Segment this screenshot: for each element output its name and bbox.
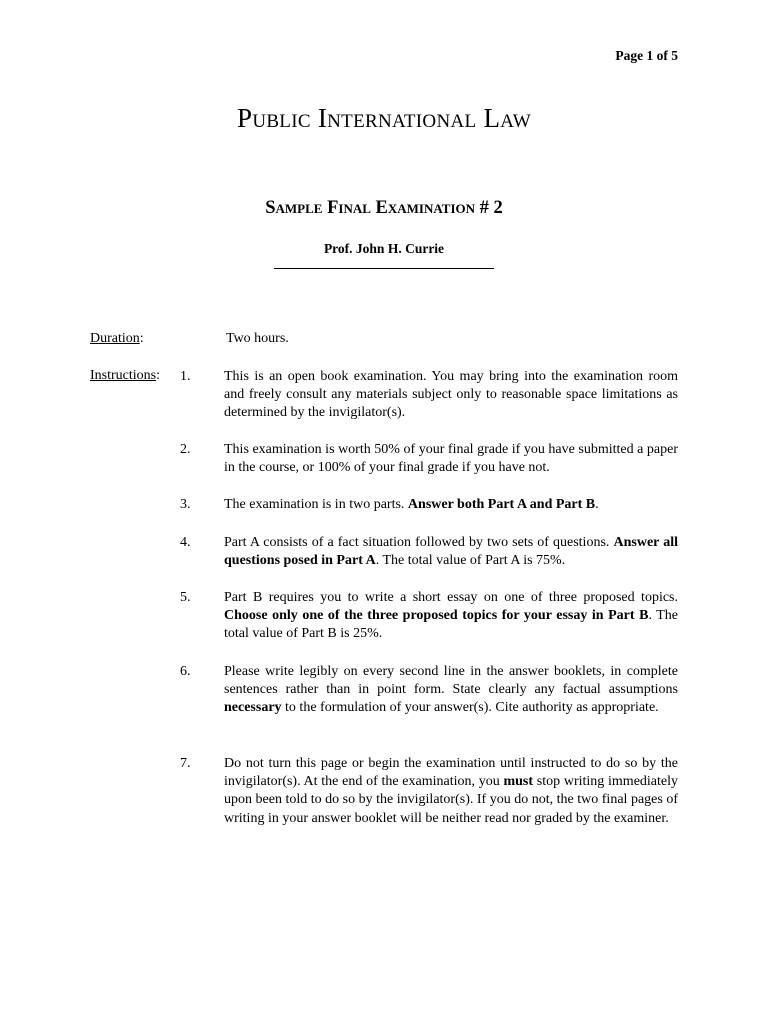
text-run: The examination is in two parts. xyxy=(224,497,408,512)
instruction-text xyxy=(224,441,678,477)
instruction-number: 3. xyxy=(180,497,191,512)
bold-text-run: Answer all questions posed in Part A xyxy=(224,535,678,569)
instruction-text xyxy=(224,496,678,514)
instruction-item-3 xyxy=(180,496,678,514)
text-run: This examination is worth 50% of your final grade if you have submitted a paper in the course, or 100% of your final grade if you have not. xyxy=(224,442,678,476)
divider xyxy=(274,268,494,269)
text-run: Part A consists of a fact situation followed by two sets of questions. xyxy=(224,535,614,550)
instruction-number: 6. xyxy=(180,664,191,679)
bold-text-run: necessary xyxy=(224,700,282,716)
instruction-item-4 xyxy=(180,534,678,570)
instruction-number: 5. xyxy=(180,590,191,605)
bold-text-run: must xyxy=(503,774,534,790)
duration-label: Duration: xyxy=(90,331,144,346)
instruction-number: 1. xyxy=(180,369,191,384)
instruction-text xyxy=(224,663,678,718)
text-run: . The total value of Part B is 25%. xyxy=(224,608,678,642)
document-subtitle: Sample Final Examination # 2 xyxy=(265,198,503,218)
instruction-text xyxy=(224,755,678,828)
page-number: Page 1 of 5 xyxy=(615,48,678,63)
instruction-number: 7. xyxy=(180,756,191,771)
duration-value: Two hours. xyxy=(226,331,289,346)
text-run: . The total value of Part A is 75%. xyxy=(375,553,566,569)
instruction-item-5 xyxy=(180,589,678,644)
instruction-item-2 xyxy=(180,441,678,477)
instructions-label: Instructions: xyxy=(90,368,160,383)
instruction-item-7 xyxy=(180,755,678,828)
instruction-number: 4. xyxy=(180,535,191,550)
text-run: This is an open book examination. You may bring into the examination room and freely consult any materials subject only to reasonable space limitations as determined by the invigilator(s). xyxy=(224,369,678,421)
bold-text-run: Answer both Part A and Part B xyxy=(407,497,596,512)
text-run: Part B requires you to write a short essay on one of three proposed topics. xyxy=(224,590,678,605)
instruction-text xyxy=(224,589,678,644)
instruction-text xyxy=(224,534,678,570)
instruction-text xyxy=(224,368,678,423)
text-run: stop writing immediately upon been told to do so by the invigilator(s). If you do not, the two final pages of writing in your answer booklet will be neither read nor graded by the examiner. xyxy=(224,774,679,826)
author: Prof. John H. Currie xyxy=(323,241,445,256)
instruction-number: 2. xyxy=(180,442,191,457)
text-run: Please write legibly on every second line in the answer booklets, in complete sentences rather than in point form. State clearly any factual assumptions xyxy=(224,664,678,698)
text-run: to the formulation of your answer(s). Cite authority as appropriate. xyxy=(281,700,659,716)
text-run: Do not turn this page or begin the examination until instructed to do so by the invigilator(s). At the end of the examination, you xyxy=(224,756,678,790)
text-run: . xyxy=(595,497,599,512)
document-title: Public International Law xyxy=(237,103,531,133)
instruction-item-1 xyxy=(180,368,678,423)
instruction-item-6 xyxy=(180,663,678,718)
bold-text-run: Choose only one of the three proposed topics for your essay in Part B xyxy=(224,608,649,624)
